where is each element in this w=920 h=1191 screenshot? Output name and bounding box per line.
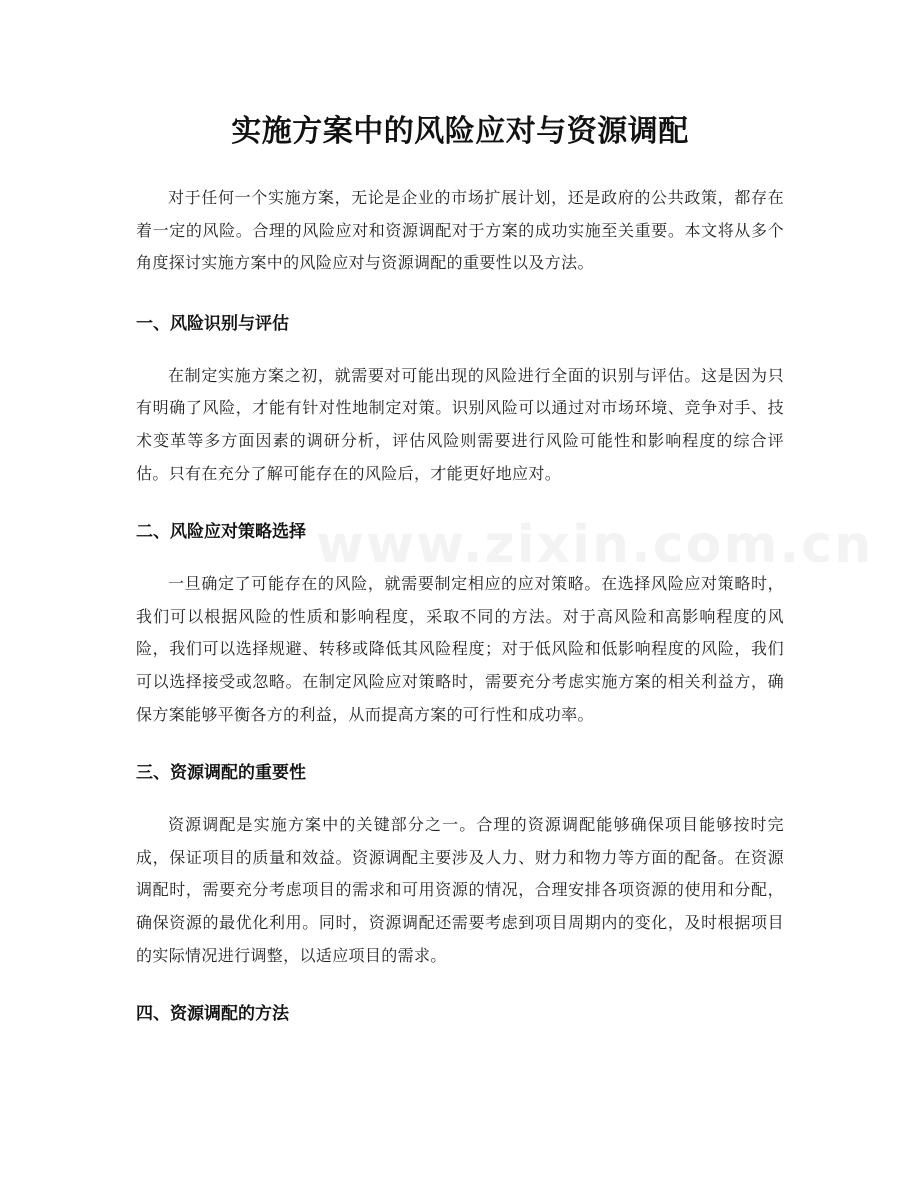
document-title: 实施方案中的风险应对与资源调配 <box>231 114 689 149</box>
section-body-risk-identification: 在制定实施方案之初，就需要对可能出现的风险进行全面的识别与评估。这是因为只有明确了风险，才能有针对性地制定对策。识别风险可以通过对市场环境、竞争对手、技术变革等多方面因素的调研分析，评估风险则需要进行风险可能性和影响程度的综合评估。只有在充分了解可能存在的风险后，才能更好地应对。 <box>136 365 784 483</box>
section-heading-resource-importance: 三、资源调配的重要性 <box>136 763 306 784</box>
section-heading-resource-methods: 四、资源调配的方法 <box>136 1004 289 1025</box>
section-heading-risk-identification: 一、风险识别与评估 <box>136 313 289 334</box>
section-heading-risk-strategy: 二、风险应对策略选择 <box>136 522 306 543</box>
section-body-risk-strategy: 一旦确定了可能存在的风险，就需要制定相应的应对策略。在选择风险应对策略时，我们可以根据风险的性质和影响程度，采取不同的方法。对于高风险和高影响程度的风险，我们可以选择规避、转移或降低其风险程度；对于低风险和低影响程度的风险，我们可以选择接受或忽略。在制定风险应对策略时，需要充分考虑实施方案的相关利益方，确保方案能够平衡各方的利益，从而提高方案的可行性和成功率。 <box>136 574 784 724</box>
intro-paragraph: 对于任何一个实施方案，无论是企业的市场扩展计划，还是政府的公共政策，都存在着一定的风险。合理的风险应对和资源调配对于方案的成功实施至关重要。本文将从多个角度探讨实施方案中的风险应对与资源调配的重要性以及方法。 <box>136 188 784 273</box>
watermark-text: www.zixin.com.cn <box>316 515 874 575</box>
section-body-resource-importance: 资源调配是实施方案中的关键部分之一。合理的资源调配能够确保项目能够按时完成，保证项目的质量和效益。资源调配主要涉及人力、财力和物力等方面的配备。在资源调配时，需要充分考虑项目的需求和可用资源的情况，合理安排各项资源的使用和分配，确保资源的最优化利用。同时，资源调配还需要考虑到项目周期内的变化，及时根据项目的实际情况进行调整，以适应项目的需求。 <box>136 815 784 965</box>
